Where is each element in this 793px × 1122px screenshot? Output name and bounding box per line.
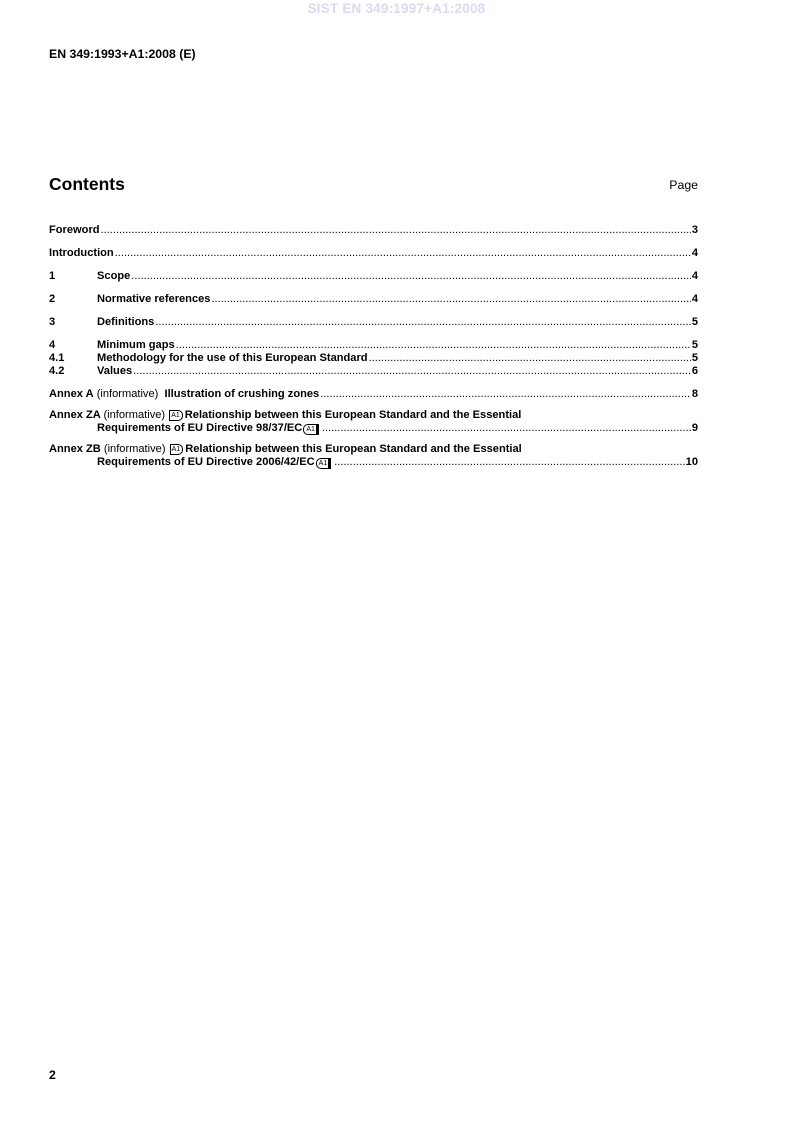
amendment-start-icon: A1 (170, 444, 184, 455)
toc-title-continued: Requirements of EU Directive 2006/42/EC (97, 456, 315, 468)
amendment-end-icon: A1 (316, 458, 332, 469)
toc-title: Normative references (97, 293, 211, 305)
informative-label: (informative) (103, 409, 166, 421)
toc-title: Definitions (97, 316, 155, 328)
toc-entry-introduction[interactable] (49, 247, 698, 260)
dot-leader (369, 352, 691, 365)
dot-leader (322, 422, 691, 435)
toc-entry-foreword[interactable] (49, 224, 698, 237)
annex-label: Annex ZB (49, 443, 101, 455)
toc-title: Methodology for the use of this European Standard (97, 352, 368, 364)
dot-leader (334, 456, 684, 469)
toc-entry-minimum-gaps[interactable] (49, 339, 698, 352)
dot-leader (155, 316, 691, 329)
dot-leader (320, 388, 691, 401)
toc-number: 3 (49, 316, 56, 328)
amendment-end-icon: A1 (303, 424, 319, 435)
toc-title: Foreword (49, 224, 100, 236)
toc-page: 6 (691, 365, 698, 377)
toc-title: Values (97, 365, 133, 377)
table-of-contents (49, 224, 698, 469)
toc-page: 8 (691, 388, 698, 400)
toc-entry-methodology[interactable] (49, 352, 698, 365)
toc-page: 4 (691, 270, 698, 282)
document-id: EN 349:1993+A1:2008 (E) (49, 47, 196, 61)
toc-entry-annex-zb[interactable] (49, 443, 698, 469)
toc-title: Introduction (49, 247, 114, 259)
toc-entry-definitions[interactable] (49, 316, 698, 329)
toc-number: 1 (49, 270, 56, 282)
toc-number: 4.2 (49, 365, 65, 377)
dot-leader (101, 224, 691, 237)
informative-label: (informative) (96, 388, 159, 400)
annex-label: Annex A (49, 388, 94, 400)
toc-page: 5 (691, 352, 698, 364)
dot-leader (176, 339, 691, 352)
toc-page: 5 (691, 339, 698, 351)
amendment-start-icon: A1 (169, 410, 183, 421)
watermark: SIST EN 349:1997+A1:2008 (307, 1, 486, 16)
toc-page: 10 (685, 456, 698, 468)
informative-label: (informative) (103, 443, 166, 455)
toc-title: Illustration of crushing zones (164, 388, 320, 400)
dot-leader (133, 365, 691, 378)
annex-label: Annex ZA (49, 409, 101, 421)
toc-page: 4 (691, 247, 698, 259)
dot-leader (211, 293, 690, 306)
toc-number: 2 (49, 293, 56, 305)
page-number: 2 (49, 1068, 56, 1082)
toc-title: Relationship between this European Standard and the Essential (184, 409, 522, 421)
dot-leader (131, 270, 691, 283)
toc-title: Scope (97, 270, 131, 282)
toc-title: Relationship between this European Standard and the Essential (185, 443, 522, 455)
toc-number: 4 (49, 339, 56, 351)
contents-title: Contents (49, 174, 125, 194)
toc-number: 4.1 (49, 352, 65, 364)
dot-leader (115, 247, 691, 260)
toc-entry-values[interactable] (49, 365, 698, 378)
toc-entry-scope[interactable] (49, 270, 698, 283)
toc-page: 5 (691, 316, 698, 328)
toc-entry-normative-references[interactable] (49, 293, 698, 306)
toc-title: Minimum gaps (97, 339, 175, 351)
toc-page: 3 (691, 224, 698, 236)
page-column-label: Page (669, 178, 698, 192)
toc-entry-annex-a[interactable] (49, 388, 698, 401)
toc-entry-annex-za[interactable] (49, 409, 698, 435)
toc-page: 9 (691, 422, 698, 434)
toc-title-continued: Requirements of EU Directive 98/37/EC (97, 422, 303, 434)
toc-page: 4 (691, 293, 698, 305)
